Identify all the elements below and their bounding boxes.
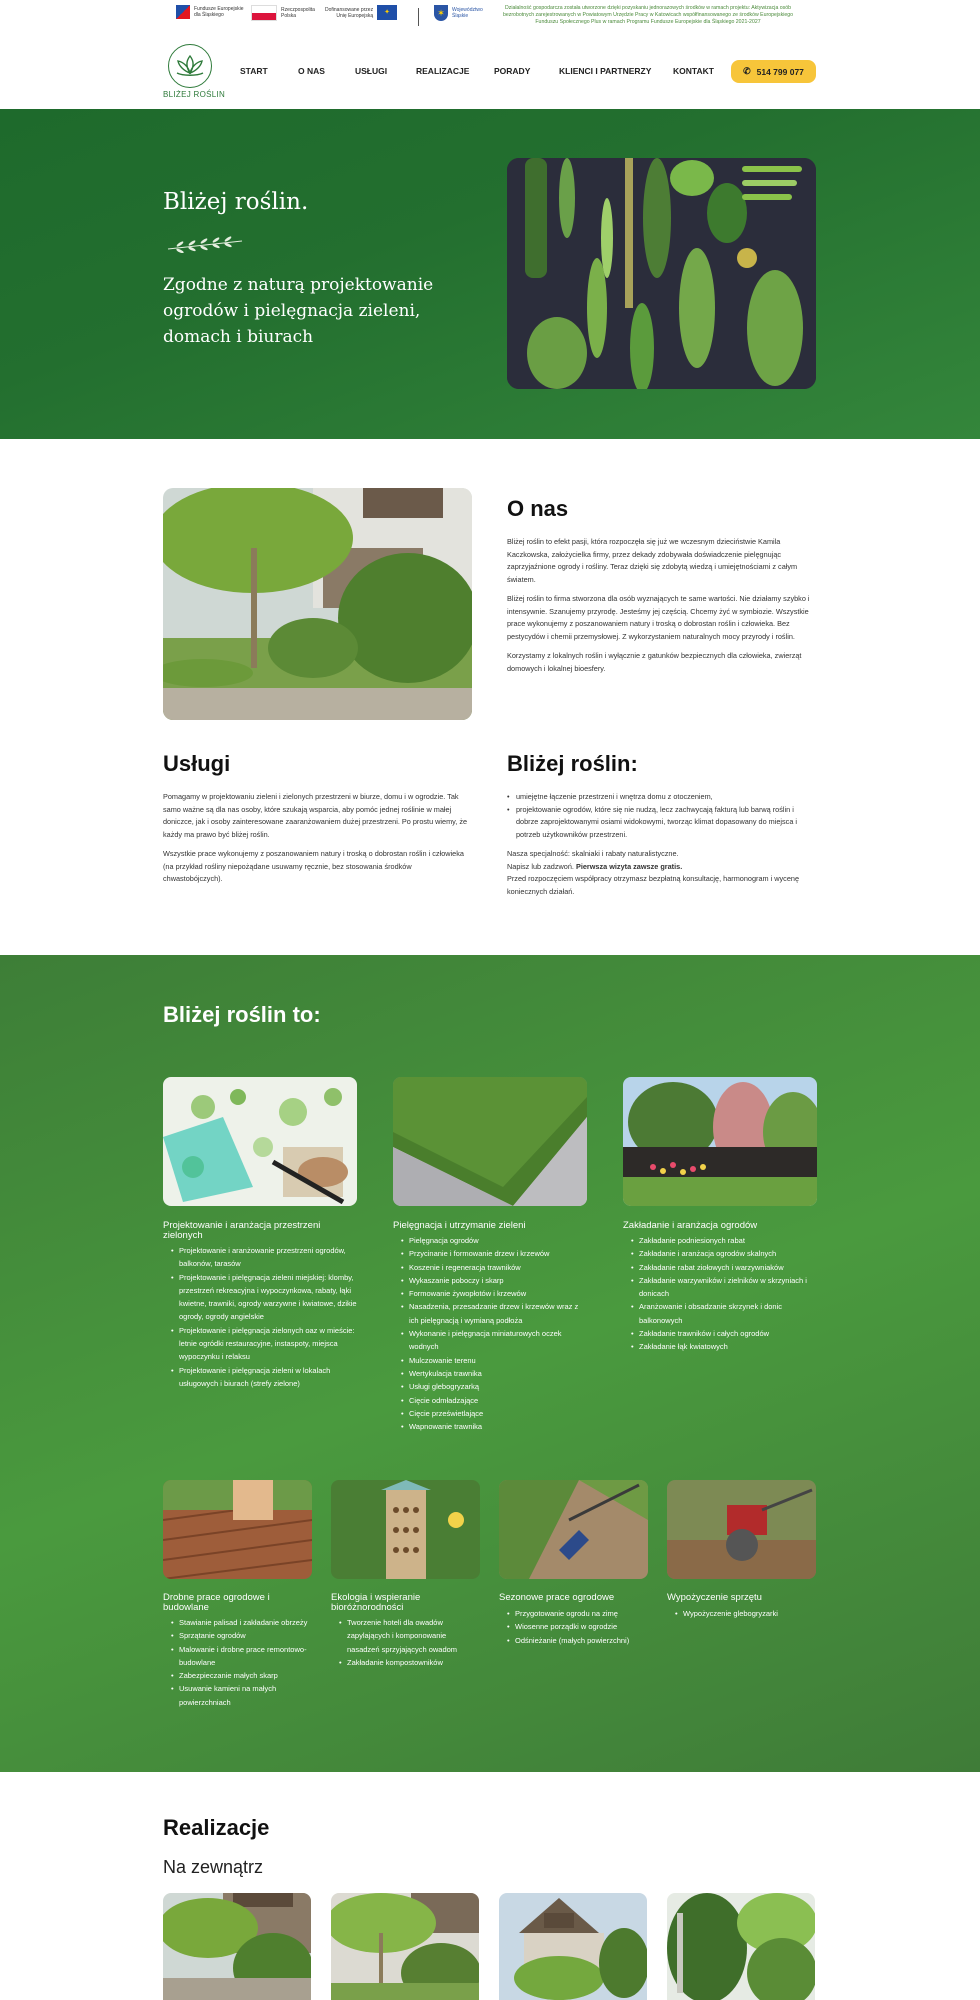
card-title: Wypożyczenie sprzętu (667, 1592, 762, 1603)
design-plan-image (163, 1077, 357, 1206)
logo-line: Dofinansowane przez (325, 6, 374, 13)
list-item: • Sprzątanie ogrodów (171, 1629, 312, 1642)
hero-title: Bliżej roślin. (163, 189, 309, 215)
card-list-pielegnacja (401, 1234, 587, 1433)
realizacje-title: Realizacje (163, 1815, 270, 1840)
list-item: • Zakładanie i aranżacja ogrodów skalnych (631, 1247, 817, 1260)
about-paragraph: Bliżej roślin to efekt pasji, która rozpoczęła się już we wczesnym dzieciństwie Kamila Kaczkowska, założycielka firmy, przez dekady zdobywała doświadczenie pielęgnując zaprzyjaźnione ogrody i rośliny. Teraz dzięki się zdobytą wiedzą i umiejętnościami z całym światem. (507, 537, 798, 584)
nav-start[interactable]: START (240, 66, 268, 76)
logo-line: Śląskie (452, 13, 469, 19)
list-item: • Koszenie i regeneracja trawników (401, 1261, 587, 1274)
silesia-logo (434, 5, 483, 21)
uslugi-title: Usługi (163, 751, 231, 776)
lawn-image (393, 1077, 587, 1206)
logo-line: Unię Europejską (336, 12, 374, 19)
deck-painting-image (163, 1480, 312, 1579)
list-item: • Zakładanie warzywników i zielników w skrzyniach i donicach (631, 1274, 817, 1301)
garden-flowers-image (623, 1077, 817, 1206)
logo-line: Województwo (452, 7, 483, 13)
logo-line: Rzeczpospolita (281, 7, 315, 13)
eu-funding-bar (0, 0, 980, 36)
list-item: • Wapnowanie trawnika (401, 1420, 587, 1433)
list-item: • Przycinanie i formowanie drzew i krzewów (401, 1247, 587, 1260)
list-item: • Tworzenie hoteli dla owadów zapylających i komponowanie nasadzeń sprzyjających owadom (339, 1616, 480, 1656)
list-item: • projektowanie ogrodów, które się nie nudzą, lecz zachwycają fakturą lub barwą roślin i dobrze zaprojektowanymi osiami widokowymi, tworząc klimat dopasowany do miejsca i potrzeb użytkowników przestrzeni. (507, 804, 816, 842)
list-item: • Projektowanie i pielęgnacja zieleni miejskiej: klomby, przestrzeń rekreacyjna i wypoczynkowa, rabaty, łąki kwietne, trawniki, ogrody warzywne i kwiatowe, dzikie ogrody, ogrody angielskie (171, 1271, 357, 1324)
uslugi-text (163, 791, 472, 893)
list-item: • Malowanie i drobne prace remontowo-budowlane (171, 1643, 312, 1670)
phone-number: 514 799 077 (756, 66, 804, 77)
list-item: • umiejętne łączenie przestrzeni i wnętrza domu z otoczeniem, (507, 791, 816, 804)
nav-realizacje[interactable]: REALIZACJE (416, 66, 470, 76)
list-item: • Zakładanie podniesionych rabat (631, 1234, 817, 1247)
list-item: • Zakładanie łąk kwiatowych (631, 1340, 817, 1353)
list-item: • Cięcie odmładzające (401, 1394, 587, 1407)
list-item: • Wertykulacja trawnika (401, 1367, 587, 1380)
hero-subtitle: Zgodne z naturą projektowanie ogrodów i pielęgnacja zieleni, domach i biurach (163, 275, 434, 347)
uslugi-paragraph: Pomagamy w projektowaniu zieleni i zielonych przestrzeni w biurze, domu i w ogrodzie. Tak samo ważne są dla nas osoby, które szukają wsparcia, aby pomóc jednej roślinie w małej doniczce, jak i osoby zainteresowane zaaranżowaniem dużej przestrzeni. Po prostu wiemy, że każdy ma prawo być bliżej roślin. (163, 792, 468, 839)
lotus-icon (168, 44, 212, 88)
divider (418, 8, 419, 26)
list-item: • Zakładanie kompostowników (339, 1656, 480, 1669)
card-title: Sezonowe prace ogrodowe (499, 1592, 615, 1603)
card-list-drobne (171, 1616, 312, 1709)
card-title: Projektowanie i aranżacja przestrzeni zielonych (163, 1220, 321, 1241)
list-item: • Zabezpieczanie małych skarp (171, 1669, 312, 1682)
list-item: • Cięcie prześwietlające (401, 1407, 587, 1420)
list-item: • Aranżowanie i obsadzanie skrzynek i donic balkonowych (631, 1300, 817, 1327)
card-list-sezonowe (507, 1607, 648, 1647)
card-list-projektowanie (171, 1244, 357, 1390)
logo-line: Polska (281, 13, 297, 19)
list-item: • Projektowanie i pielęgnacja zieleni w lokalach usługowych i biurach (strefy zielone) (171, 1364, 357, 1391)
list-item: • Przygotowanie ogrodu na zimę (507, 1607, 648, 1620)
list-item: • Stawianie palisad i zakładanie obrzeży (171, 1616, 312, 1629)
nav-kontakt[interactable]: KONTAKT (673, 66, 714, 76)
list-item: • Wypożyczenie glebogryzarki (675, 1607, 816, 1620)
uslugi-paragraph: Wszystkie prace wykonujemy z poszanowaniem natury i troską o dobrostan roślin i człowieka (na przykład rośliny niepożądane usuwamy ręcznie, bez stosowania środków chwastobójczych). (163, 849, 464, 883)
list-item: • Odśnieżanie (małych powierzchni) (507, 1634, 648, 1647)
list-item: • Wykonanie i pielęgnacja miniaturowych oczek wodnych (401, 1327, 587, 1354)
main-navigation (0, 36, 980, 109)
nav-o-nas[interactable]: O NAS (298, 66, 325, 76)
about-paragraph: Korzystamy z lokalnych roślin i wyłącznie z gatunków bezpiecznych dla człowieka, zwierząt domowych i lokalnej bioesfery. (507, 651, 802, 673)
list-item: • Zakładanie rabat ziołowych i warzywniaków (631, 1261, 817, 1274)
card-list-wypozyczenie (675, 1607, 816, 1620)
call-bold: Pierwsza wizyta zawsze gratis. (575, 861, 683, 871)
hero-section (0, 109, 980, 439)
insect-hotel-image (331, 1480, 480, 1579)
list-item: • Wykaszanie poboczy i skarp (401, 1274, 587, 1287)
funding-notice: Działalność gospodarcza została utworzone dzięki pozyskaniu jednorazowych środków w ramach projektu: Aktywizacja osób bezrobotnych zarejestrowanych w Powiatowym Urzędzie Pracy w Katowicach współfinansowanego ze środków Europejskiego Funduszu Społecznego Plus w ramach Programu Fundusze Europejskie dla Śląskiego 2021-2027 (502, 5, 794, 25)
nav-porady[interactable]: PORADY (494, 66, 531, 76)
card-title: Zakładanie i aranżacja ogrodów (623, 1220, 758, 1231)
realizacja-thumbnail[interactable] (163, 1893, 311, 2000)
phone-icon: ✆ (743, 66, 751, 76)
about-title: O nas (507, 496, 569, 521)
realizacja-thumbnail[interactable] (667, 1893, 815, 2000)
site-logo[interactable] (163, 44, 226, 99)
realizacje-subtitle: Na zewnątrz (163, 1857, 264, 1877)
list-item: • Projektowanie i aranżowanie przestrzeni ogrodów, balkonów, tarasów (171, 1244, 357, 1271)
card-list-ekologia (339, 1616, 480, 1669)
list-item: • Usuwanie kamieni na małych powierzchniach (171, 1682, 312, 1709)
list-item: • Zakładanie trawników i całych ogrodów (631, 1327, 817, 1340)
call-line (507, 861, 816, 874)
european-funds-icon (176, 5, 190, 19)
about-text (507, 536, 816, 682)
logo-text: BLIŻEJ ROŚLIN (163, 90, 226, 99)
about-paragraph: Bliżej roślin to firma stworzona dla osób wyznających te same wartości. Nie działamy szybko i intensywnie. Szanujemy przyrodę. Jesteśmy jej częścią. Chcemy żyć w symbiozie. Wszystkie prace wykonujemy z poszanowaniem natury i troską o dobrostan roślin i człowieka. Bez pestycydów i chemii przemysłowej. Z wykorzystaniem naturalnych mocy przyrody i roślin. (507, 594, 810, 641)
seasonal-work-image (499, 1480, 648, 1579)
logo-line: Fundusze Europejskie (194, 6, 244, 12)
list-item: • Mulczowanie terenu (401, 1354, 587, 1367)
realizacja-thumbnail[interactable] (331, 1893, 479, 2000)
nav-klienci[interactable]: KLIENCI I PARTNERZY (559, 66, 652, 76)
card-title: Drobne prace ogrodowe i budowlane (163, 1592, 270, 1613)
card-title: Pielęgnacja i utrzymanie zieleni (393, 1220, 526, 1231)
nav-uslugi[interactable]: USŁUGI (355, 66, 388, 76)
poland-flag-icon (251, 5, 277, 21)
phone-button[interactable] (731, 60, 816, 83)
eu-flag-icon: ✦ (377, 5, 397, 20)
blizej-text (507, 791, 816, 898)
eu-logo (325, 5, 397, 20)
hero-plants-image (507, 158, 816, 389)
card-list-zakladanie (631, 1234, 817, 1354)
list-item: • Pielęgnacja ogrodów (401, 1234, 587, 1247)
services-title: Bliżej roślin to: (163, 1002, 321, 1027)
poland-logo (251, 5, 315, 21)
tiller-image (667, 1480, 816, 1579)
card-title: Ekologia i wspieranie bioróżnorodności (331, 1592, 421, 1613)
european-funds-logo (176, 5, 243, 19)
realizacja-thumbnail[interactable] (499, 1893, 647, 2000)
logo-line: dla Śląskiego (194, 12, 224, 18)
list-item: • Formowanie żywopłotów i krzewów (401, 1287, 587, 1300)
consult-text: Przed rozpoczęciem współpracy otrzymasz bezpłatną konsultację, harmonogram i wycenę koniecznych działań. (507, 874, 800, 896)
blizej-title: Bliżej roślin: (507, 751, 638, 776)
leaf-sprig-icon (166, 235, 244, 253)
list-item: • Projektowanie i pielęgnacja zielonych oaz w mieście: letnie ogródki restauracyjne, instaspoty, miejsca wypoczynku i relaksu (171, 1324, 357, 1364)
list-item: • Usługi glebogryzarką (401, 1380, 587, 1393)
call-prefix: Napisz lub zadzwoń. (507, 861, 574, 871)
services-section (0, 955, 980, 1772)
silesia-coat-icon: ✶ (434, 5, 448, 21)
list-item: • Nasadzenia, przesadzanie drzew i krzewów wraz z ich pielęgnacją i wymianą podłoża (401, 1300, 587, 1327)
blizej-list (507, 791, 816, 841)
list-item: • Wiosenne porządki w ogrodzie (507, 1620, 648, 1633)
garden-house-image (163, 488, 472, 720)
specialty-text: Nasza specjalność: skalniaki i rabaty naturalistyczne. (507, 849, 679, 858)
